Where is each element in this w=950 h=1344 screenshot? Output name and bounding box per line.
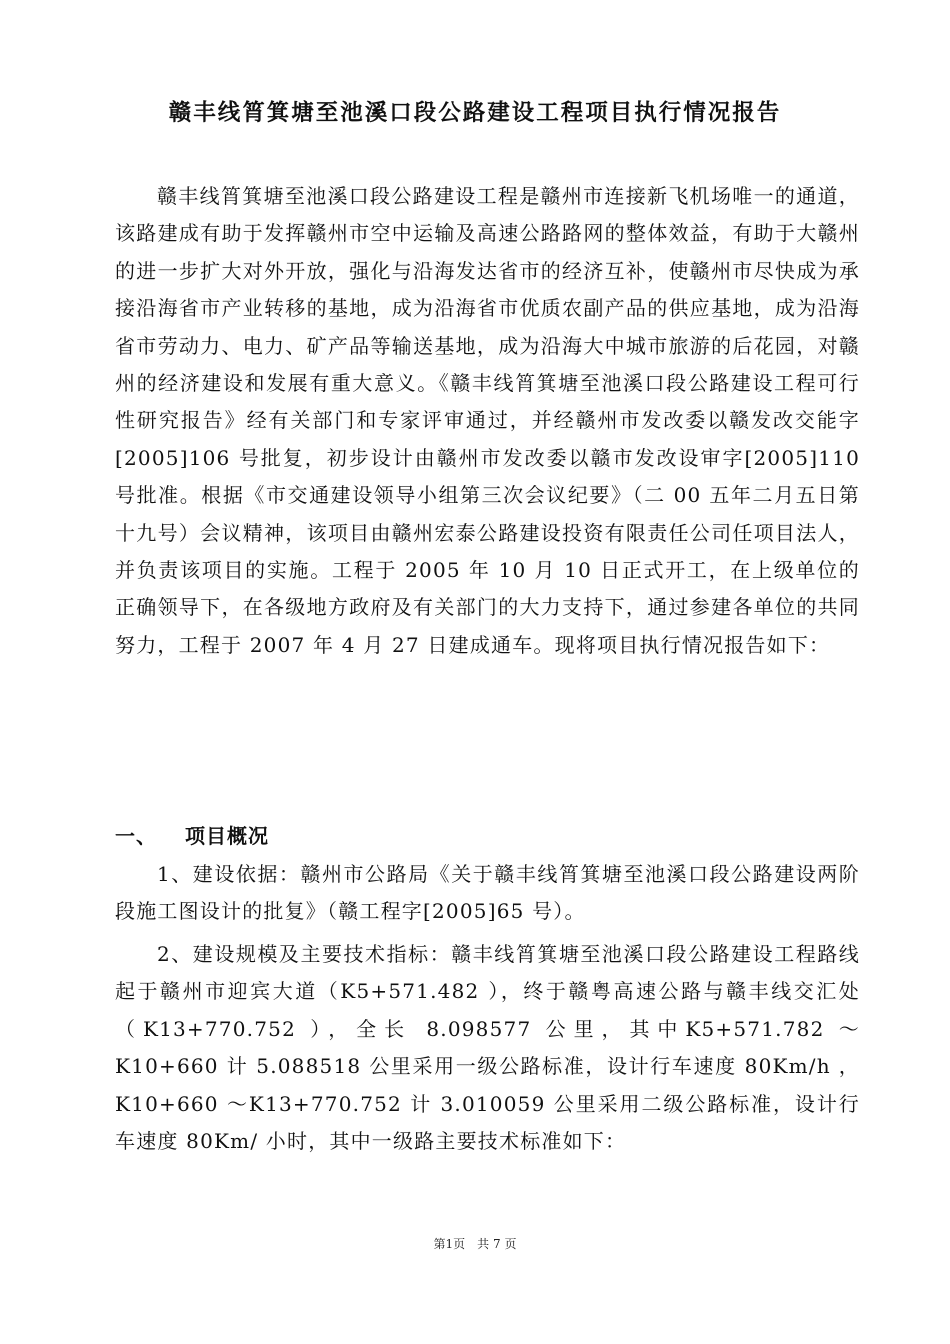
section-heading <box>115 818 269 854</box>
intro-paragraph: 赣丰线筲箕塘至池溪口段公路建设工程是赣州市连接新飞机场唯一的通道，该路建成有助于发挥赣州市空中运输及高速公路路网的整体效益，有助于大赣州的进一步扩大对外开放，强化与沿海发达省市的经济互补，使赣州市尽快成为承接沿海省市产业转移的基地，成为沿海省市优质农副产品的供应基地，成为沿海省市劳动力、电力、矿产品等输送基地，成为沿海大中城市旅游的后花园，对赣州的经济建设和发展有重大意义。《赣丰线筲箕塘至池溪口段公路建设工程可行性研究报告》经有关部门和专家评审通过，并经赣州市发改委以赣发改交能字[2005]106 号批复，初步设计由赣州市发改委以赣市发改设审字[2005]110 号批准。根据《市交通建设领导小组第三次会议纪要》（二 00 五年二月五日第十九号）会议精神，该项目由赣州宏泰公路建设投资有限责任公司任项目法人，并负责该项目的实施。工程于 2005 年 10 月 10 日正式开工，在上级单位的正确领导下，在各级地方政府及有关部门的大力支持下，通过参建各单位的共同努力，工程于 2007 年 4 月 27 日建成通车。现将项目执行情况报告如下： <box>115 184 860 657</box>
page-title: 赣丰线筲箕塘至池溪口段公路建设工程项目执行情况报告 <box>168 100 782 126</box>
list-item-scale: 2、建设规模及主要技术指标：赣丰线筲箕塘至池溪口段公路建设工程路线起于赣州市迎宾大道（K5+571.482 ），终于赣粤高速公路与赣丰线交汇处（K13+770.752 ），全长 8.098577 公里，其中K5+571.782 ～K10+660 计 5.088518 公里采用一级公路标准，设计行车速度 80Km/h ，K10+660 ～K13+770.752 计 3.010059 公里采用二级公路标准，设计行车速度 80Km/ 小时，其中一级路主要技术标准如下： <box>115 942 860 1154</box>
section-title: 项目概况 <box>185 824 269 848</box>
list-item-basis: 1、建设依据：赣州市公路局《关于赣丰线筲箕塘至池溪口段公路建设两阶段施工图设计的批复》（赣工程字[2005]65 号）。 <box>115 862 860 924</box>
page-footer: 第1页 共 7 页 <box>433 1237 517 1251</box>
section-number: 一、 <box>115 824 157 848</box>
